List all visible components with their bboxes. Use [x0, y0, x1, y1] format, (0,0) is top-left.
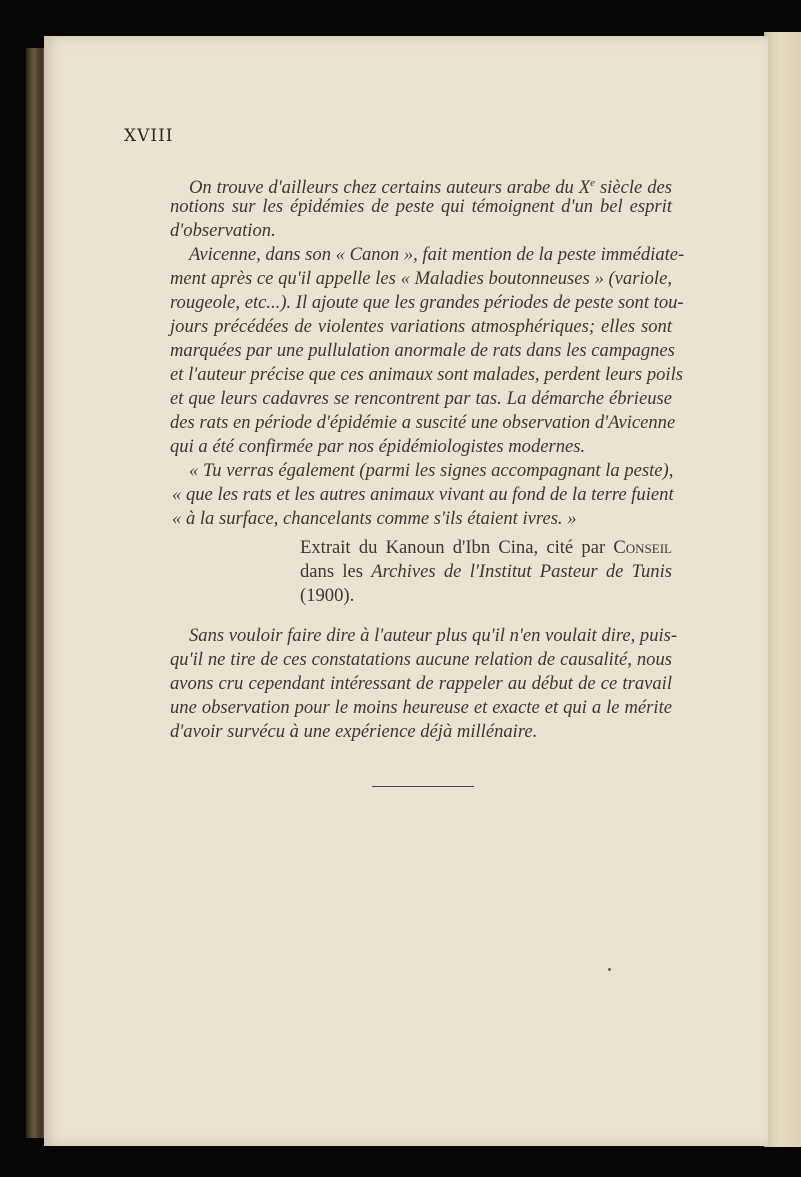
- quote-line-2: « que les rats et les autres animaux vivant au fond de la terre fuient: [172, 484, 674, 505]
- section-divider-rule: [372, 786, 474, 787]
- paragraph2-line-6: et l'auteur précise que ces animaux sont malades, perdent leurs poils: [170, 364, 683, 385]
- citation-prefix: dans les: [300, 561, 372, 582]
- citation-line-2: [300, 561, 672, 583]
- paragraph1-line-2: notions sur les épidémies de peste qui témoignent d'un bel esprit: [170, 196, 672, 217]
- paragraph2-line-8: des rats en période d'épidémie a suscité une observation d'Avicenne: [170, 412, 676, 433]
- paper-speck: [608, 968, 611, 971]
- citation-author: Conseil: [613, 537, 672, 558]
- next-page-edge: [764, 32, 801, 1147]
- quote-line-1: « Tu verras également (parmi les signes accompagnant la peste),: [189, 460, 674, 481]
- quote-line-3: « à la surface, chancelants comme s'ils étaient ivres. »: [172, 508, 577, 529]
- paragraph2-line-9: qui a été confirmée par nos épidémiologistes modernes.: [170, 436, 586, 457]
- page-number: XVIII: [124, 126, 174, 146]
- paragraph2-line-3: rougeole, etc...). Il ajoute que les grandes périodes de peste sont tou-: [170, 292, 684, 313]
- citation-line-3: (1900).: [300, 585, 355, 606]
- paragraph1-line-1-end: siècle des: [595, 177, 672, 199]
- paragraph1-line-3: d'observation.: [170, 220, 276, 241]
- paragraph2-line-2: ment après ce qu'il appelle les « Maladies boutonneuses » (variole,: [170, 268, 672, 289]
- paragraph3-line-1: Sans vouloir faire dire à l'auteur plus qu'il n'en voulait dire, puis-: [189, 625, 678, 646]
- paragraph3-line-4: une observation pour le moins heureuse et exacte et qui a le mérite: [170, 697, 672, 718]
- paragraph2-line-1: Avicenne, dans son « Canon », fait mention de la peste immédiate-: [189, 244, 685, 265]
- paragraph3-line-5: d'avoir survécu à une expérience déjà millénaire.: [170, 721, 538, 742]
- citation-journal-title: Archives de l'Institut Pasteur de Tunis: [371, 561, 672, 582]
- paragraph1-line-1-text: On trouve d'ailleurs chez certains auteurs arabe du X: [189, 177, 591, 199]
- citation-source: Extrait du Kanoun d'Ibn Cina, cité par: [300, 537, 614, 558]
- paragraph2-line-4: jours précédées de violentes variations atmosphériques; elles sont: [170, 316, 672, 337]
- paragraph2-line-5: marquées par une pullulation anormale de rats dans les campagnes: [170, 340, 675, 361]
- paragraph2-line-7: et que leurs cadavres se rencontrent par tas. La démarche ébrieuse: [170, 388, 672, 409]
- paragraph3-line-3: avons cru cependant intéressant de rappeler au début de ce travail: [170, 673, 672, 694]
- century-superscript: e: [590, 177, 596, 189]
- paragraph3-line-2: qu'il ne tire de ces constatations aucune relation de causalité, nous: [170, 649, 672, 670]
- citation-line-1: [300, 537, 672, 559]
